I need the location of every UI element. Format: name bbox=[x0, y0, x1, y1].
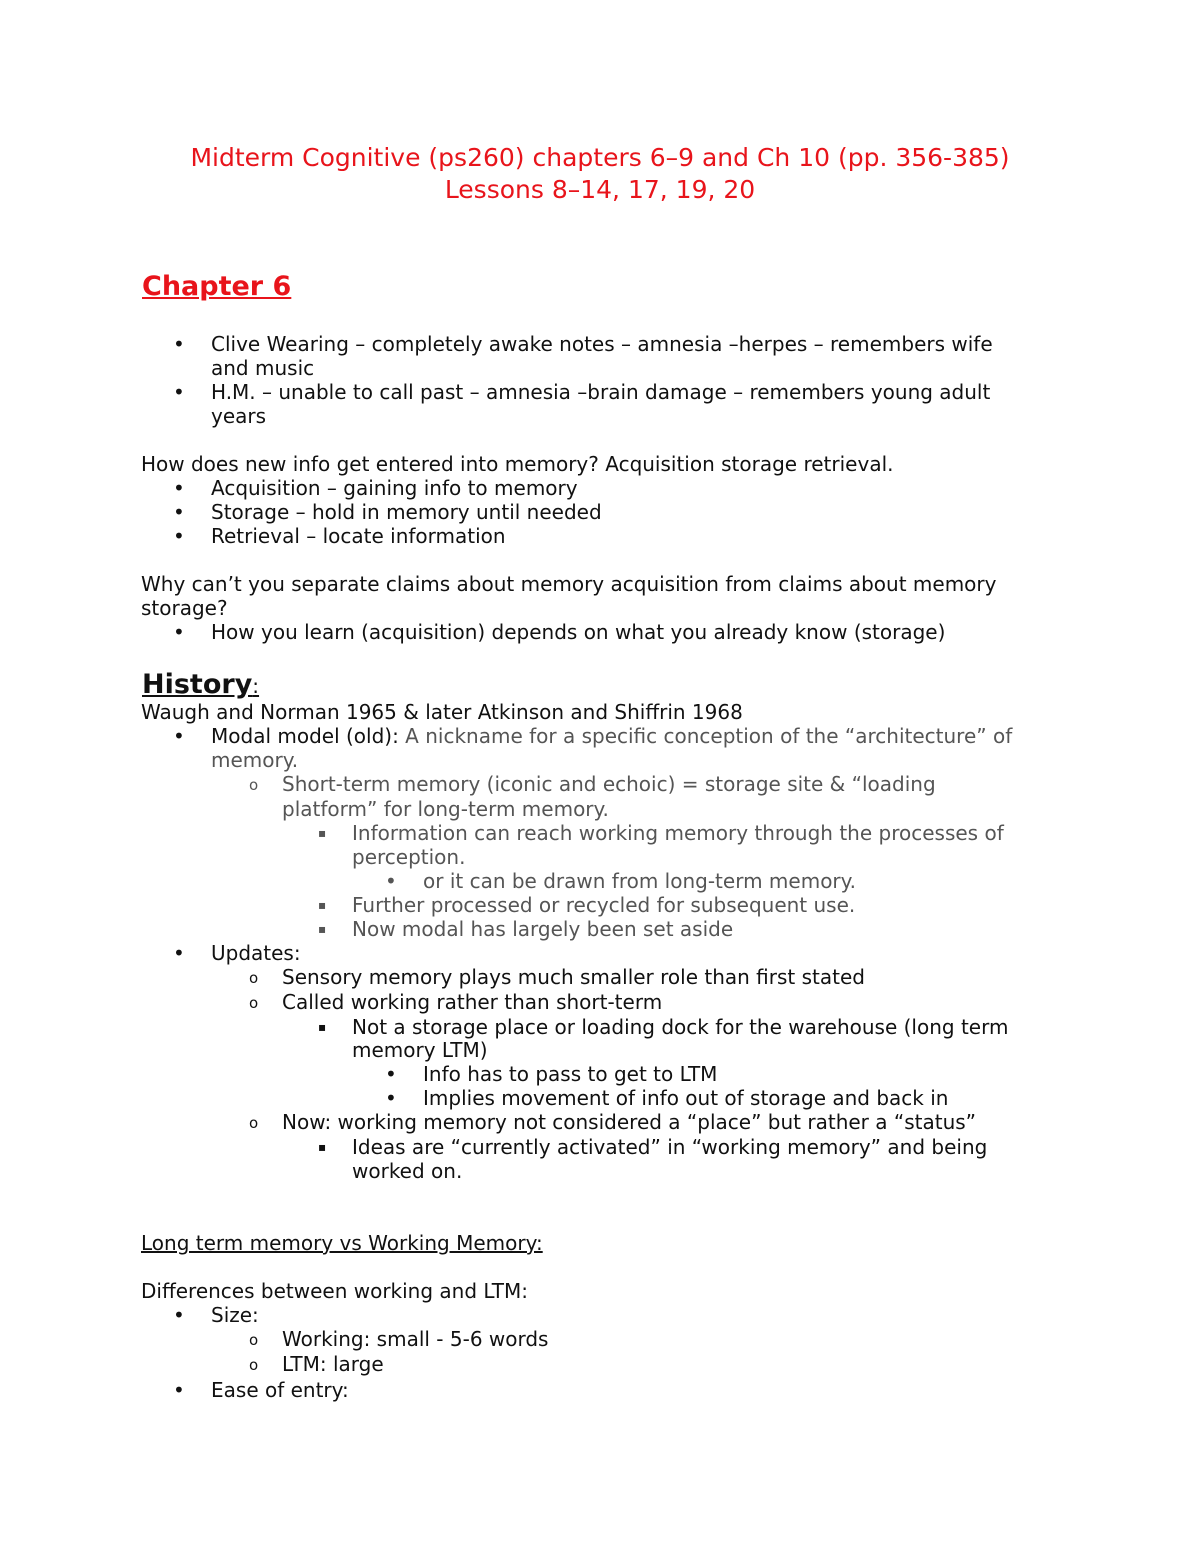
clive-wearing-line-2: and music bbox=[211, 356, 315, 380]
acquisition-item: Acquisition – gaining info to memory bbox=[211, 476, 578, 500]
document-title-line-2: Lessons 8–14, 17, 19, 20 bbox=[444, 175, 756, 204]
ltm-size-item: LTM: large bbox=[282, 1352, 384, 1376]
circle-bullet-icon: o bbox=[249, 969, 259, 987]
drawn-from-ltm-item: or it can be drawn from long-term memory. bbox=[423, 869, 856, 893]
history-heading-text: History bbox=[142, 669, 253, 700]
differences-line: Differences between working and LTM: bbox=[141, 1279, 528, 1303]
updates-item: Updates: bbox=[211, 941, 301, 965]
bullet-icon: • bbox=[385, 869, 397, 893]
bullet-icon: • bbox=[173, 500, 185, 524]
bullet-icon: • bbox=[173, 332, 185, 356]
ideas-activated-line-1: Ideas are “currently activated” in “working memory” and being bbox=[352, 1135, 988, 1159]
bullet-icon: • bbox=[173, 620, 185, 644]
working-size-item: Working: small - 5-6 words bbox=[282, 1327, 549, 1351]
bullet-icon: • bbox=[173, 380, 185, 404]
ideas-activated-line-2: worked on. bbox=[352, 1159, 463, 1183]
ease-of-entry-item: Ease of entry: bbox=[211, 1378, 349, 1402]
modal-model-desc: A nickname for a specific conception of the “architecture” of bbox=[398, 724, 1013, 748]
stm-line-2: platform” for long-term memory. bbox=[282, 797, 609, 821]
hm-line-2: years bbox=[211, 404, 267, 428]
info-reach-line-1: Information can reach working memory through the processes of bbox=[352, 821, 1004, 845]
clive-wearing-line-1: Clive Wearing – completely awake notes – amnesia –herpes – remembers wife bbox=[211, 332, 993, 356]
chapter-6-heading: Chapter 6 bbox=[142, 271, 292, 302]
hm-line-1: H.M. – unable to call past – amnesia –brain damage – remembers young adult bbox=[211, 380, 991, 404]
how-you-learn-item: How you learn (acquisition) depends on what you already know (storage) bbox=[211, 620, 946, 644]
sensory-memory-item: Sensory memory plays much smaller role than first stated bbox=[282, 965, 865, 989]
circle-bullet-icon: o bbox=[249, 776, 259, 794]
separate-question-line-2: storage? bbox=[141, 596, 228, 620]
bullet-icon: • bbox=[385, 1062, 397, 1086]
bullet-icon: • bbox=[173, 476, 185, 500]
pass-to-ltm-item: Info has to pass to get to LTM bbox=[423, 1062, 718, 1086]
bullet-icon: • bbox=[173, 1378, 185, 1402]
memory-question: How does new info get entered into memory? Acquisition storage retrieval. bbox=[141, 452, 894, 476]
storage-item: Storage – hold in memory until needed bbox=[211, 500, 602, 524]
modal-model-line-1 bbox=[211, 724, 1012, 748]
bullet-icon: • bbox=[385, 1086, 397, 1110]
retrieval-item: Retrieval – locate information bbox=[211, 524, 506, 548]
circle-bullet-icon: o bbox=[249, 1331, 259, 1349]
square-bullet-icon: ▪ bbox=[318, 1140, 327, 1154]
not-storage-line-2: memory LTM) bbox=[352, 1038, 488, 1062]
history-heading bbox=[142, 668, 259, 703]
document-title-line-1: Midterm Cognitive (ps260) chapters 6–9 and Ch 10 (pp. 356-385) bbox=[190, 143, 1010, 172]
not-storage-line-1: Not a storage place or loading dock for the warehouse (long term bbox=[352, 1015, 1009, 1039]
history-heading-colon: : bbox=[252, 674, 260, 698]
modal-set-aside-item: Now modal has largely been set aside bbox=[352, 917, 734, 941]
bullet-icon: • bbox=[173, 524, 185, 548]
modal-model-label: Modal model (old): bbox=[211, 724, 399, 748]
bullet-icon: • bbox=[173, 941, 185, 965]
further-processed-item: Further processed or recycled for subsequent use. bbox=[352, 893, 856, 917]
square-bullet-icon: ▪ bbox=[318, 922, 327, 936]
info-reach-line-2: perception. bbox=[352, 845, 466, 869]
circle-bullet-icon: o bbox=[249, 1114, 259, 1132]
circle-bullet-icon: o bbox=[249, 1356, 259, 1374]
stm-line-1: Short-term memory (iconic and echoic) = storage site & “loading bbox=[282, 772, 936, 796]
square-bullet-icon: ▪ bbox=[318, 1020, 327, 1034]
circle-bullet-icon: o bbox=[249, 994, 259, 1012]
history-subtitle: Waugh and Norman 1965 & later Atkinson and Shiffrin 1968 bbox=[141, 700, 743, 724]
implies-movement-item: Implies movement of info out of storage and back in bbox=[423, 1086, 949, 1110]
square-bullet-icon: ▪ bbox=[318, 826, 327, 840]
called-working-item: Called working rather than short-term bbox=[282, 990, 663, 1014]
now-working-memory-item: Now: working memory not considered a “place” but rather a “status” bbox=[282, 1110, 977, 1134]
separate-question-line-1: Why can’t you separate claims about memory acquisition from claims about memory bbox=[141, 572, 997, 596]
ltm-vs-wm-heading: Long term memory vs Working Memory: bbox=[141, 1231, 543, 1255]
modal-model-line-2: memory. bbox=[211, 748, 299, 772]
size-item: Size: bbox=[211, 1303, 259, 1327]
bullet-icon: • bbox=[173, 724, 185, 748]
bullet-icon: • bbox=[173, 1303, 185, 1327]
square-bullet-icon: ▪ bbox=[318, 898, 327, 912]
